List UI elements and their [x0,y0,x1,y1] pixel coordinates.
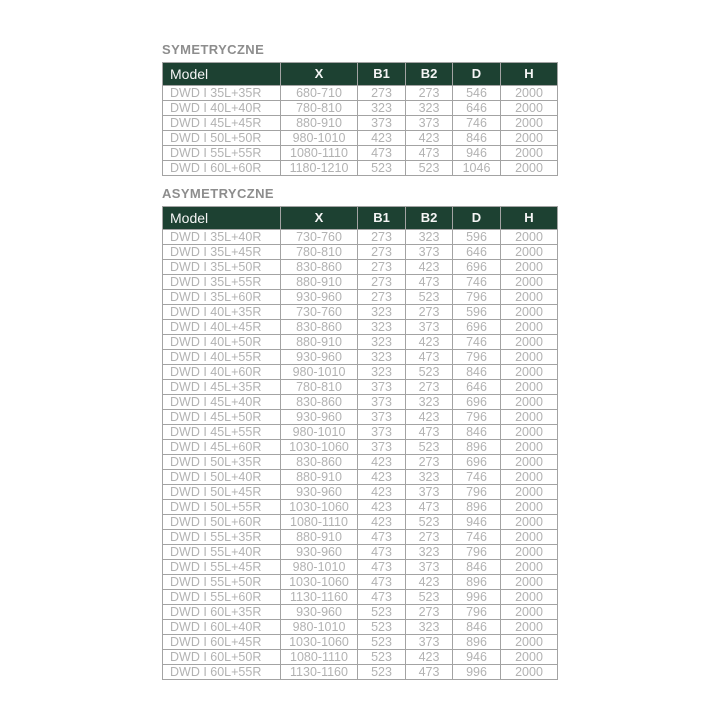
asymmetric-table-title: ASYMETRYCZNE [162,186,274,201]
value-cell: 2000 [501,260,558,275]
table-row [163,365,558,380]
value-cell: 423 [406,260,453,275]
table-row [163,146,558,161]
value-cell: 846 [453,365,501,380]
value-cell: 523 [406,290,453,305]
value-cell: 523 [406,590,453,605]
value-cell: 880-910 [281,275,358,290]
value-cell: 373 [406,320,453,335]
value-cell: 523 [358,665,406,680]
value-cell: 273 [406,86,453,101]
value-cell: 2000 [501,410,558,425]
value-cell: 2000 [501,650,558,665]
value-cell: 830-860 [281,455,358,470]
table-header-row [163,207,558,230]
model-cell: DWD I 40L+50R [163,335,281,350]
value-cell: 2000 [501,530,558,545]
value-cell: 523 [358,161,406,176]
model-cell: DWD I 55L+60R [163,590,281,605]
value-cell: 523 [406,161,453,176]
value-cell: 423 [358,515,406,530]
model-cell: DWD I 60L+45R [163,635,281,650]
value-cell: 830-860 [281,395,358,410]
symmetric-table-section [162,42,557,176]
value-cell: 2000 [501,335,558,350]
value-cell: 323 [406,101,453,116]
model-cell: DWD I 40L+40R [163,101,281,116]
table-row [163,260,558,275]
column-header-d: D [453,63,501,86]
value-cell: 780-810 [281,245,358,260]
value-cell: 930-960 [281,350,358,365]
value-cell: 780-810 [281,380,358,395]
value-cell: 746 [453,470,501,485]
value-cell: 646 [453,245,501,260]
table-row [163,440,558,455]
value-cell: 373 [358,410,406,425]
table-row [163,635,558,650]
value-cell: 2000 [501,350,558,365]
value-cell: 980-1010 [281,620,358,635]
value-cell: 423 [358,485,406,500]
column-header-b1: B1 [358,207,406,230]
column-header-model: Model [163,207,281,230]
value-cell: 2000 [501,230,558,245]
value-cell: 473 [406,350,453,365]
model-cell: DWD I 60L+50R [163,650,281,665]
value-cell: 1080-1110 [281,146,358,161]
model-cell: DWD I 35L+50R [163,260,281,275]
model-cell: DWD I 50L+60R [163,515,281,530]
value-cell: 946 [453,650,501,665]
table-row [163,116,558,131]
value-cell: 1130-1160 [281,590,358,605]
column-header-b2: B2 [406,63,453,86]
value-cell: 273 [358,290,406,305]
value-cell: 880-910 [281,530,358,545]
table-row [163,500,558,515]
value-cell: 373 [406,116,453,131]
value-cell: 846 [453,560,501,575]
value-cell: 2000 [501,425,558,440]
value-cell: 1030-1060 [281,575,358,590]
value-cell: 2000 [501,440,558,455]
table-row [163,350,558,365]
column-header-model: Model [163,63,281,86]
value-cell: 473 [406,425,453,440]
value-cell: 323 [406,230,453,245]
value-cell: 2000 [501,665,558,680]
value-cell: 523 [358,635,406,650]
value-cell: 323 [406,620,453,635]
value-cell: 796 [453,485,501,500]
value-cell: 896 [453,500,501,515]
value-cell: 930-960 [281,485,358,500]
value-cell: 473 [406,146,453,161]
model-cell: DWD I 50L+35R [163,455,281,470]
value-cell: 323 [358,350,406,365]
table-row [163,470,558,485]
model-cell: DWD I 60L+60R [163,161,281,176]
value-cell: 373 [406,560,453,575]
value-cell: 1046 [453,161,501,176]
column-header-b1: B1 [358,63,406,86]
value-cell: 830-860 [281,320,358,335]
value-cell: 323 [358,305,406,320]
value-cell: 1030-1060 [281,440,358,455]
value-cell: 423 [406,131,453,146]
value-cell: 796 [453,290,501,305]
value-cell: 2000 [501,515,558,530]
value-cell: 2000 [501,620,558,635]
value-cell: 980-1010 [281,131,358,146]
value-cell: 523 [358,620,406,635]
value-cell: 523 [406,440,453,455]
value-cell: 273 [358,275,406,290]
value-cell: 2000 [501,395,558,410]
value-cell: 373 [406,245,453,260]
value-cell: 2000 [501,305,558,320]
table-row [163,320,558,335]
value-cell: 273 [358,230,406,245]
value-cell: 996 [453,665,501,680]
value-cell: 2000 [501,245,558,260]
value-cell: 2000 [501,365,558,380]
table-row [163,395,558,410]
value-cell: 323 [358,365,406,380]
value-cell: 846 [453,425,501,440]
model-cell: DWD I 60L+55R [163,665,281,680]
value-cell: 2000 [501,455,558,470]
value-cell: 746 [453,335,501,350]
value-cell: 546 [453,86,501,101]
model-cell: DWD I 55L+55R [163,146,281,161]
value-cell: 696 [453,455,501,470]
value-cell: 423 [358,500,406,515]
value-cell: 423 [358,455,406,470]
value-cell: 1080-1110 [281,650,358,665]
value-cell: 646 [453,380,501,395]
column-header-h: H [501,207,558,230]
model-cell: DWD I 50L+55R [163,500,281,515]
value-cell: 2000 [501,290,558,305]
model-cell: DWD I 35L+35R [163,86,281,101]
value-cell: 523 [358,650,406,665]
asymmetric-spec-table [162,206,558,680]
value-cell: 2000 [501,146,558,161]
value-cell: 1130-1160 [281,665,358,680]
value-cell: 473 [358,545,406,560]
value-cell: 273 [406,380,453,395]
value-cell: 980-1010 [281,425,358,440]
table-row [163,380,558,395]
table-row [163,515,558,530]
value-cell: 273 [406,305,453,320]
value-cell: 523 [406,365,453,380]
column-header-x: X [281,207,358,230]
value-cell: 2000 [501,470,558,485]
value-cell: 273 [406,530,453,545]
value-cell: 2000 [501,575,558,590]
value-cell: 696 [453,395,501,410]
value-cell: 423 [358,131,406,146]
value-cell: 946 [453,515,501,530]
value-cell: 980-1010 [281,560,358,575]
column-header-h: H [501,63,558,86]
value-cell: 2000 [501,131,558,146]
value-cell: 680-710 [281,86,358,101]
value-cell: 746 [453,530,501,545]
model-cell: DWD I 60L+35R [163,605,281,620]
value-cell: 473 [358,530,406,545]
column-header-d: D [453,207,501,230]
value-cell: 423 [358,470,406,485]
table-row [163,485,558,500]
value-cell: 930-960 [281,410,358,425]
table-row [163,530,558,545]
value-cell: 323 [406,395,453,410]
model-cell: DWD I 45L+45R [163,116,281,131]
table-row [163,86,558,101]
value-cell: 373 [358,425,406,440]
table-row [163,545,558,560]
value-cell: 796 [453,410,501,425]
table-row [163,605,558,620]
table-row [163,230,558,245]
value-cell: 323 [406,470,453,485]
table-row [163,410,558,425]
table-row [163,575,558,590]
value-cell: 780-810 [281,101,358,116]
model-cell: DWD I 35L+40R [163,230,281,245]
value-cell: 373 [358,380,406,395]
value-cell: 2000 [501,275,558,290]
value-cell: 880-910 [281,470,358,485]
symmetric-table-title: SYMETRYCZNE [162,42,265,57]
column-header-b2: B2 [406,207,453,230]
table-header-row [163,63,558,86]
value-cell: 930-960 [281,290,358,305]
value-cell: 323 [358,335,406,350]
value-cell: 730-760 [281,230,358,245]
value-cell: 273 [358,260,406,275]
value-cell: 996 [453,590,501,605]
model-cell: DWD I 40L+45R [163,320,281,335]
value-cell: 473 [406,500,453,515]
value-cell: 2000 [501,320,558,335]
model-cell: DWD I 50L+50R [163,131,281,146]
value-cell: 2000 [501,485,558,500]
value-cell: 423 [406,410,453,425]
value-cell: 473 [358,146,406,161]
table-row [163,425,558,440]
table-row [163,131,558,146]
value-cell: 373 [358,440,406,455]
table-row [163,245,558,260]
value-cell: 896 [453,575,501,590]
value-cell: 930-960 [281,605,358,620]
model-cell: DWD I 35L+45R [163,245,281,260]
model-cell: DWD I 40L+35R [163,305,281,320]
value-cell: 323 [358,101,406,116]
value-cell: 730-760 [281,305,358,320]
model-cell: DWD I 45L+60R [163,440,281,455]
table-row [163,335,558,350]
column-header-x: X [281,63,358,86]
table-row [163,455,558,470]
value-cell: 423 [406,335,453,350]
value-cell: 2000 [501,161,558,176]
model-cell: DWD I 50L+45R [163,485,281,500]
value-cell: 473 [406,665,453,680]
symmetric-spec-table [162,62,558,176]
value-cell: 273 [358,86,406,101]
table-row [163,590,558,605]
model-cell: DWD I 45L+50R [163,410,281,425]
table-row [163,275,558,290]
model-cell: DWD I 60L+40R [163,620,281,635]
value-cell: 1180-1210 [281,161,358,176]
value-cell: 1080-1110 [281,515,358,530]
value-cell: 273 [358,245,406,260]
value-cell: 646 [453,101,501,116]
value-cell: 746 [453,275,501,290]
model-cell: DWD I 55L+35R [163,530,281,545]
value-cell: 373 [406,635,453,650]
value-cell: 880-910 [281,335,358,350]
table-row [163,101,558,116]
value-cell: 423 [406,575,453,590]
value-cell: 473 [406,275,453,290]
value-cell: 980-1010 [281,365,358,380]
value-cell: 846 [453,131,501,146]
model-cell: DWD I 40L+55R [163,350,281,365]
table-row [163,665,558,680]
value-cell: 596 [453,230,501,245]
value-cell: 596 [453,305,501,320]
value-cell: 1030-1060 [281,635,358,650]
model-cell: DWD I 40L+60R [163,365,281,380]
model-cell: DWD I 45L+55R [163,425,281,440]
value-cell: 273 [406,605,453,620]
model-cell: DWD I 50L+40R [163,470,281,485]
value-cell: 796 [453,605,501,620]
value-cell: 373 [358,116,406,131]
value-cell: 373 [358,395,406,410]
value-cell: 2000 [501,590,558,605]
value-cell: 2000 [501,605,558,620]
model-cell: DWD I 45L+40R [163,395,281,410]
value-cell: 2000 [501,635,558,650]
value-cell: 880-910 [281,116,358,131]
value-cell: 746 [453,116,501,131]
spec-sheet [162,42,557,680]
table-row [163,305,558,320]
value-cell: 796 [453,545,501,560]
value-cell: 473 [358,575,406,590]
value-cell: 273 [406,455,453,470]
value-cell: 473 [358,560,406,575]
value-cell: 946 [453,146,501,161]
model-cell: DWD I 55L+50R [163,575,281,590]
value-cell: 846 [453,620,501,635]
model-cell: DWD I 55L+40R [163,545,281,560]
value-cell: 473 [358,590,406,605]
value-cell: 523 [358,605,406,620]
model-cell: DWD I 35L+55R [163,275,281,290]
value-cell: 830-860 [281,260,358,275]
value-cell: 323 [358,320,406,335]
value-cell: 796 [453,350,501,365]
value-cell: 423 [406,650,453,665]
value-cell: 323 [406,545,453,560]
value-cell: 696 [453,260,501,275]
value-cell: 696 [453,320,501,335]
asymmetric-table-section [162,186,557,680]
value-cell: 930-960 [281,545,358,560]
value-cell: 896 [453,440,501,455]
value-cell: 373 [406,485,453,500]
model-cell: DWD I 55L+45R [163,560,281,575]
value-cell: 2000 [501,101,558,116]
value-cell: 2000 [501,86,558,101]
value-cell: 1030-1060 [281,500,358,515]
value-cell: 2000 [501,380,558,395]
model-cell: DWD I 35L+60R [163,290,281,305]
table-row [163,650,558,665]
value-cell: 2000 [501,545,558,560]
table-row [163,161,558,176]
value-cell: 2000 [501,500,558,515]
value-cell: 896 [453,635,501,650]
value-cell: 2000 [501,560,558,575]
table-row [163,290,558,305]
model-cell: DWD I 45L+35R [163,380,281,395]
value-cell: 2000 [501,116,558,131]
table-row [163,620,558,635]
table-row [163,560,558,575]
value-cell: 523 [406,515,453,530]
